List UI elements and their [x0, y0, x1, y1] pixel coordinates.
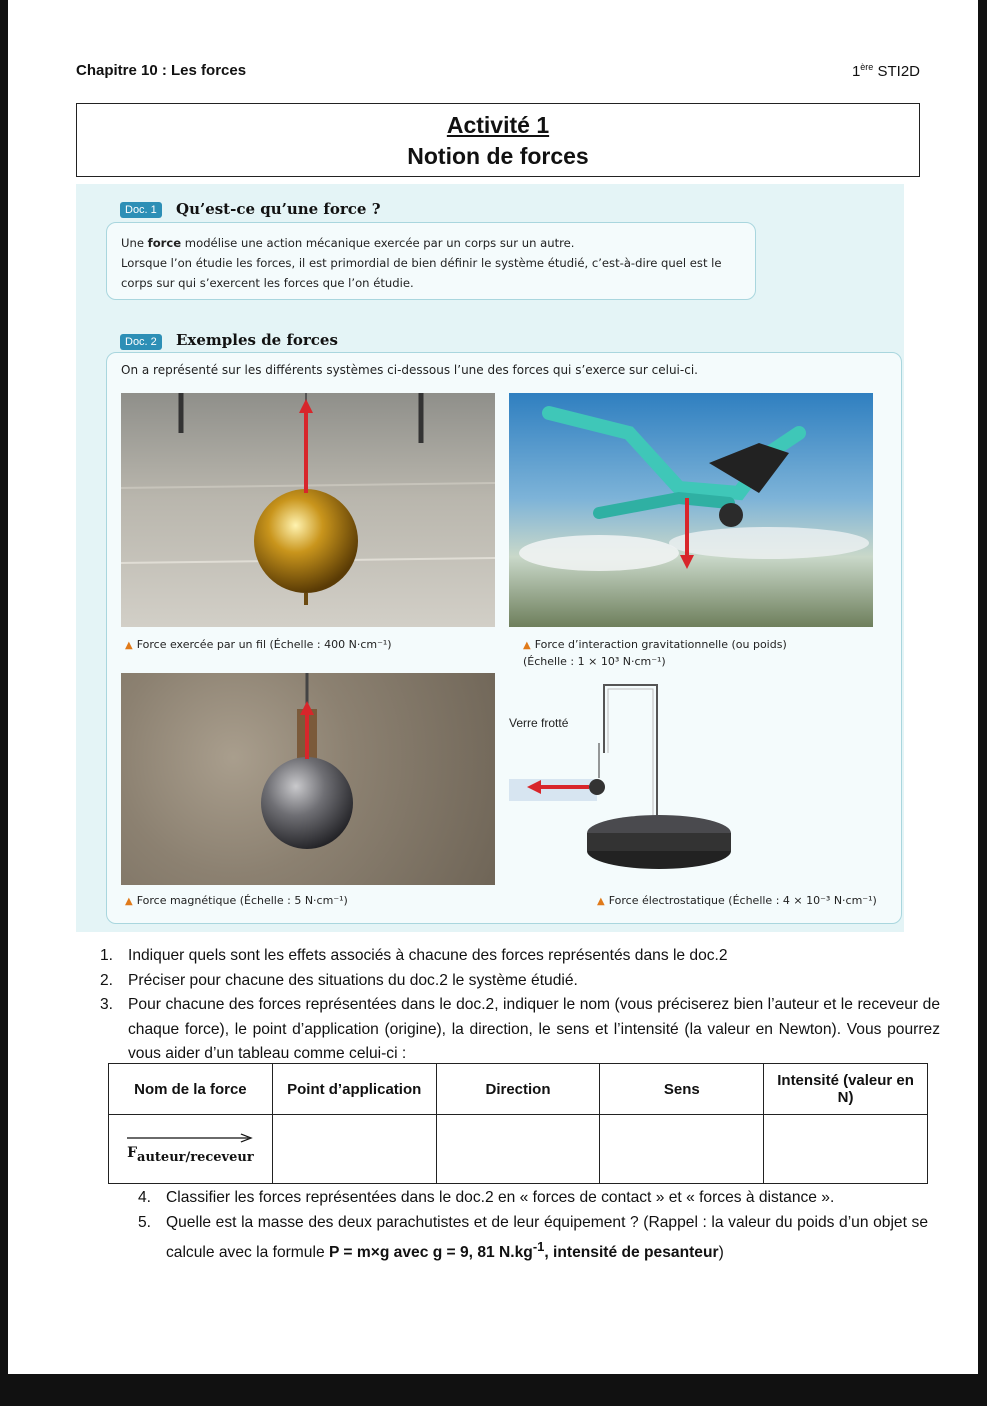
caption-magnetique: ▲ Force magnétique (Échelle : 5 N·cm⁻¹)	[125, 894, 348, 907]
magnet-illustration	[121, 673, 495, 885]
question-2: 2. Préciser pour chacune des situations du doc.2 le système étudié.	[100, 971, 578, 989]
document-page	[8, 0, 978, 1374]
doc1-heading: Qu’est-ce qu’une force ?	[176, 200, 381, 218]
doc2-box	[106, 352, 902, 924]
table-header: Intensité (valeur en N)	[764, 1064, 928, 1115]
magnet-photo	[121, 673, 495, 885]
electrostatic-drawing	[509, 673, 873, 885]
pendulum-illustration	[121, 393, 495, 627]
question-1: 1. Indiquer quels sont les effets associés à chacune des forces représentés dans le doc.2	[100, 947, 728, 964]
triangle-bullet-icon: ▲	[523, 640, 531, 651]
table-header: Point d’application	[272, 1064, 436, 1115]
doc-area	[76, 184, 904, 932]
force-vector-cell	[109, 1115, 273, 1184]
question-4: 4. Classifier les forces représentées dans le doc.2 en « forces de contact » et « forces à distance ».	[138, 1189, 835, 1206]
activity-number: Activité 1	[446, 112, 550, 138]
questions-list	[100, 944, 940, 1067]
doc2-badge: Doc. 2	[120, 334, 162, 350]
doc1-paragraph: Lorsque l’on étudie les forces, il est primordial de bien définir le système étudié, c’est-à-dire quel est le corps sur qui s’exercent les forces que l’on étudie.	[121, 256, 722, 290]
question-3: 3. Pour chacune des forces représentées dans le doc.2, indiquer le nom (vous préciserez bien l’auteur et le receveur de chaque force), le point d’application (origine), la direction, le sens et l’intensité (la valeur en Newton). Vous pourrez vous aider d’un tableau comme celui-ci :	[100, 996, 940, 1062]
doc2-intro: On a représenté sur les différents systèmes ci-dessous l’une des forces qui s’exerce sur celui-ci.	[121, 363, 698, 377]
chapter-title: Chapitre 10 : Les forces	[76, 62, 247, 79]
table-cell[interactable]	[600, 1115, 764, 1184]
skydivers-illustration	[509, 393, 873, 627]
caption-electrostatique: ▲ Force électrostatique (Échelle : 4 × 10⁻³ N·cm⁻¹)	[597, 894, 877, 907]
electrostatic-illustration	[509, 673, 873, 885]
doc2-heading: Exemples de forces	[176, 331, 338, 349]
caption-fil: ▲ Force exercée par un fil (Échelle : 400 N·cm⁻¹)	[125, 638, 392, 651]
activity-title: Notion de forces	[407, 143, 589, 169]
table-header: Sens	[600, 1064, 764, 1115]
table-row	[109, 1115, 928, 1184]
table-header-row	[109, 1064, 928, 1115]
triangle-bullet-icon: ▲	[125, 896, 133, 907]
activity-title-box	[76, 103, 920, 177]
table-cell[interactable]	[272, 1115, 436, 1184]
skydivers-photo	[509, 393, 873, 627]
doc1-text-box	[106, 222, 756, 300]
question-5: 5. Quelle est la masse des deux parachutistes et de leur équipement ? (Rappel : la valeur du poids d’un objet se calcule avec la formule P = m×g avec g = 9, 81 $N.kg^{-1}$, intensité de pesanteur)	[138, 1213, 928, 1262]
verre-frotte-label: Verre frotté	[509, 716, 569, 730]
vector-arrow-icon	[127, 1133, 254, 1143]
triangle-bullet-icon: ▲	[125, 640, 133, 651]
questions-list-2	[138, 1186, 928, 1266]
doc1-badge: Doc. 1	[120, 202, 162, 218]
class-label: 1ère STI2D	[851, 62, 920, 80]
table-cell[interactable]	[436, 1115, 600, 1184]
caption-gravitation: ▲ Force d’interaction gravitationnelle (ou poids) (Échelle : 1 × 10³ N·cm⁻¹)	[523, 638, 787, 668]
triangle-bullet-icon: ▲	[597, 896, 605, 907]
force-vector-label: $F_{auteur/receveur}$	[127, 1133, 254, 1165]
doc1-definition: Une force modélise une action mécanique exercée par un corps sur un autre.	[121, 236, 575, 250]
pendulum-photo	[121, 393, 495, 627]
table-header: Direction	[436, 1064, 600, 1115]
forces-table	[108, 1063, 928, 1184]
table-header: Nom de la force	[109, 1064, 273, 1115]
table-cell[interactable]	[764, 1115, 928, 1184]
